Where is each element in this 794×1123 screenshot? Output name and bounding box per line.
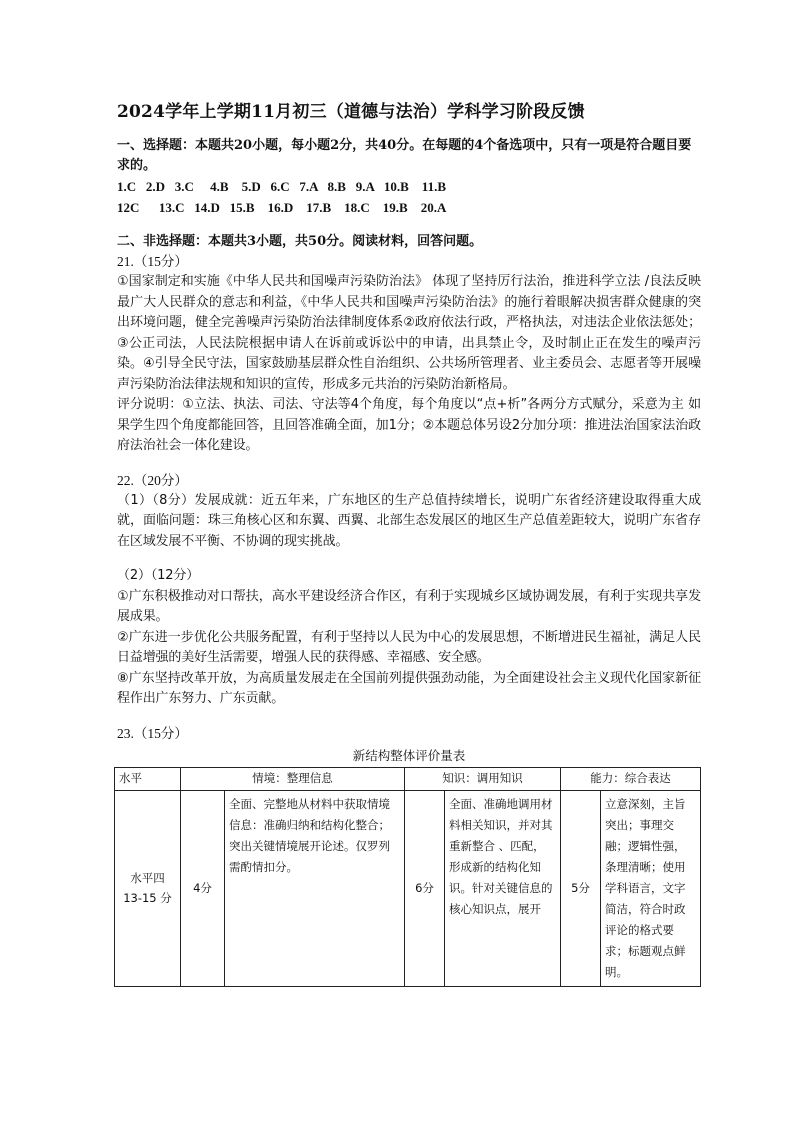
question-23 [117, 724, 701, 987]
header-context: 情境：整理信息 [181, 767, 405, 790]
question-21 [117, 252, 701, 457]
document-title: 2024学年上学期11月初三（道德与法治）学科学习阶段反馈 [117, 102, 585, 122]
rubric-row [115, 790, 701, 986]
q22-part2-item: ⑧广东坚持改革开放，为高质量发展走在全国前列提供强劲动能，为全面建设社会主义现代化国家新征程作出广东努力、广东贡献。 [117, 670, 701, 706]
document-page [117, 100, 701, 987]
header-level: 水平 [115, 767, 181, 790]
ability-score: 5分 [561, 790, 601, 986]
q22-part2-item: ①广东积极推动对口帮扶，高水平建设经济合作区，有利于实现城乡区域协调发展，有利于实现共享发展成果。 [117, 588, 701, 624]
rubric-table [114, 767, 701, 987]
rubric-header-row [115, 767, 701, 790]
context-score: 4分 [181, 790, 225, 986]
q21-answer: ①国家制定和实施《中华人民共和国噪声污染防治法》 体现了坚持厉行法治，推进科学立法 /良法反映最广大人民群众的意志和利益，《中华人民共和国噪声污染防治法》的施行着眼解决损害群众健康的突出环境问题，健全完善噪声污染防治法律制度体系②政府依法行政，严格执法，对违法企业依法惩处；③公正司法，人民法院根据申请人在诉前或诉讼中的申请，出具禁止令，及时制止正在发生的噪声污染。④引导全民守法，国家鼓励基层群众性自治组织、公共场所管理者、业主委员会、志愿者等开展噪声污染防治法律法规和知识的宣传，形成多元共治的污染防治新格局。 [117, 274, 701, 392]
answers-line-1: 1.C 2.D 3.C 4.B 5.D 6.C 7.A 8.B 9.A 10.B 11.B [117, 179, 446, 194]
q22-part2-item: ②广东进一步优化公共服务配置，有利于坚持以人民为中心的发展思想，不断增进民生福祉，满足人民日益增强的美好生活需要，增强人民的获得感、幸福感、安全感。 [117, 629, 701, 665]
section-non-choice [117, 232, 701, 987]
ability-criteria: 立意深刻，主旨突出；事理交融；逻辑性强，条理清晰；使用学科语言，文字简洁，符合时政评论的格式要求；标题观点鲜明。 [601, 790, 701, 986]
q21-number: 21.（15分） [117, 254, 188, 269]
section2-heading: 二、非选择题：本题共3小题，共50分。阅读材料，回答问题。 [117, 234, 483, 249]
question-22 [117, 471, 701, 710]
rubric-table-title: 新结构整体评价量表 [352, 747, 466, 763]
rubric-level: 水平四 13-15 分 [115, 790, 181, 986]
header-ability: 能力：综合表达 [561, 767, 701, 790]
context-criteria: 全面、完整地从材料中获取情境信息：准确归纳和结构化整合；突出关键情境展开论述。仅罗列需酌情扣分。 [225, 790, 405, 986]
q22-number: 22.（20分） [117, 472, 188, 488]
q21-scoring: 评分说明：①立法、执法、司法、守法等4个角度，每个角度以“点+析”各两分方式赋分，采意为主 如果学生四个角度都能回答，且回答准确全面，加1分；②本题总体另设2分加分项：推进法治国家法治政府法治社会一体化建设。 [117, 397, 701, 453]
knowledge-criteria: 全面、准确地调用材料相关知识，并对其重新整合 、匹配，形成新的结构化知识。针对关键信息的核心知识点，展开 [445, 790, 561, 986]
section-multiple-choice [117, 136, 701, 218]
section1-heading: 一、选择题：本题共20小题，每小题2分，共40分。在每题的4个备选项中，只有一项是符合题目要求的。 [117, 138, 692, 173]
q23-number: 23.（15分） [117, 725, 188, 741]
knowledge-score: 6分 [405, 790, 445, 986]
answers-line-2: 12C 13.C 14.D 15.B 16.D 17.B 18.C 19.B 20.A [117, 200, 447, 215]
header-knowledge: 知识：调用知识 [405, 767, 561, 790]
q22-part2-label: （2）（12分） [117, 568, 200, 583]
q22-part1: （1）（8分）发展成就：近五年来，广东地区的生产总值持续增长，说明广东省经济建设取得重大成就，面临问题：珠三角核心区和东翼、西翼、北部生态发展区的地区生产总值差距较大，说明广东省存在区域发展不平衡、不协调的现实挑战。 [117, 492, 701, 549]
